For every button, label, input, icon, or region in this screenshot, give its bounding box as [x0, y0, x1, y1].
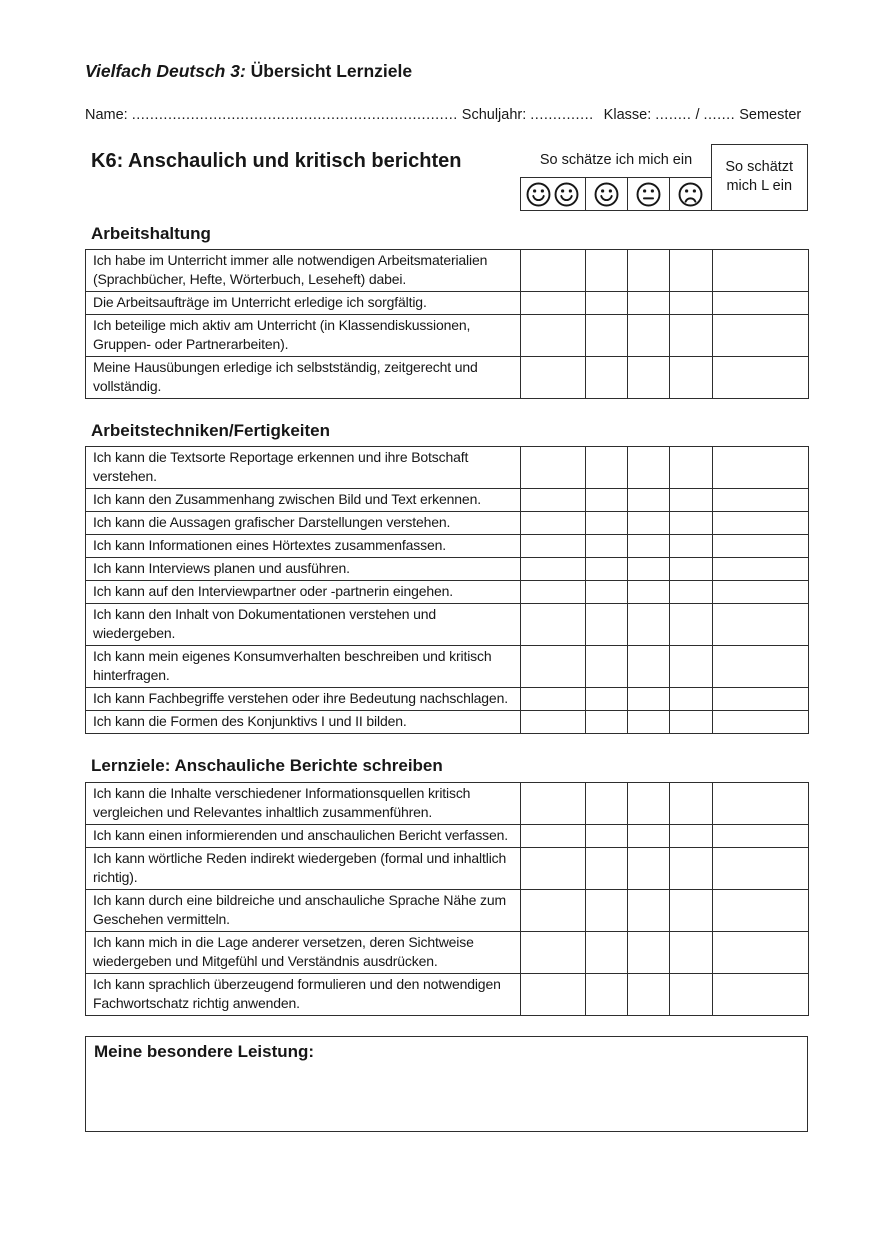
criterion-row [86, 489, 809, 512]
self-rating-cell[interactable] [628, 558, 670, 581]
criteria-table [85, 782, 809, 1016]
assessment-legend [520, 144, 808, 211]
self-rating-cell[interactable] [628, 489, 670, 512]
criterion-text: Ich kann wörtliche Reden indirekt wiedergeben (formal und inhaltlich richtig). [86, 847, 521, 889]
self-rating-cell[interactable] [521, 889, 586, 931]
teacher-rating-cell[interactable] [713, 250, 809, 292]
self-rating-cell[interactable] [628, 315, 670, 357]
self-rating-cell[interactable] [628, 250, 670, 292]
name-field[interactable]: ........................................................................ [131, 106, 458, 123]
smiley-rating-scale [520, 177, 712, 211]
criterion-text: Ich kann die Inhalte verschiedener Informationsquellen kritisch vergleichen und Relevantes inhaltlich zusammenführen. [86, 782, 521, 824]
criterion-row [86, 292, 809, 315]
teacher-rating-cell[interactable] [713, 581, 809, 604]
criteria-table [85, 446, 809, 734]
teacher-rating-cell[interactable] [713, 688, 809, 711]
criterion-text: Meine Hausübungen erledige ich selbstständig, zeitgerecht und vollständig. [86, 357, 521, 399]
criterion-text: Ich kann den Zusammenhang zwischen Bild und Text erkennen. [86, 489, 521, 512]
teacher-rating-cell[interactable] [713, 447, 809, 489]
semester-field[interactable]: ....... [703, 106, 736, 123]
criterion-text: Ich kann durch eine bildreiche und anschauliche Sprache Nähe zum Geschehen vermitteln. [86, 889, 521, 931]
self-rating-cell[interactable] [521, 931, 586, 973]
special-achievement-heading: Meine besondere Leistung: [94, 1041, 315, 1061]
criterion-text: Ich kann Interviews planen und ausführen. [86, 558, 521, 581]
criterion-text: Ich kann mich in die Lage anderer versetzen, deren Sichtweise wiedergeben und Mitgefühl und Verständnis ausdrücken. [86, 931, 521, 973]
teacher-rating-cell[interactable] [713, 973, 809, 1015]
teacher-rating-cell[interactable] [713, 357, 809, 399]
self-rating-cell[interactable] [521, 646, 586, 688]
self-rating-cell[interactable] [521, 711, 586, 734]
teacher-rating-cell[interactable] [713, 604, 809, 646]
section [85, 755, 808, 1015]
self-rating-cell[interactable] [628, 447, 670, 489]
self-rating-cell[interactable] [586, 489, 628, 512]
self-rating-cell[interactable] [670, 489, 713, 512]
document-title [85, 0, 808, 83]
schuljahr-field[interactable]: .............. [530, 106, 594, 123]
neutral-face-icon [627, 178, 669, 210]
criterion-text: Ich kann die Formen des Konjunktivs I und II bilden. [86, 711, 521, 734]
document-series-title: Vielfach Deutsch 3: [85, 61, 246, 81]
self-rating-cell[interactable] [521, 782, 586, 824]
criterion-row [86, 782, 809, 824]
self-rating-cell[interactable] [521, 250, 586, 292]
self-rating-cell[interactable] [521, 581, 586, 604]
criterion-text: Ich kann den Inhalt von Dokumentationen verstehen und wiedergeben. [86, 604, 521, 646]
self-rating-cell[interactable] [628, 711, 670, 734]
self-rating-cell[interactable] [521, 604, 586, 646]
self-rating-cell[interactable] [521, 357, 586, 399]
criterion-row [86, 357, 809, 399]
self-rating-cell[interactable] [586, 646, 628, 688]
criterion-text: Ich kann Informationen eines Hörtextes zusammenfassen. [86, 535, 521, 558]
self-rating-cell[interactable] [586, 931, 628, 973]
criterion-row [86, 847, 809, 889]
teacher-rating-cell[interactable] [713, 315, 809, 357]
criterion-row [86, 973, 809, 1015]
section-heading: Arbeitshaltung [91, 223, 211, 243]
criterion-row [86, 315, 809, 357]
teacher-rating-cell[interactable] [713, 489, 809, 512]
self-rating-cell[interactable] [521, 315, 586, 357]
self-rating-cell[interactable] [586, 535, 628, 558]
self-rating-cell[interactable] [670, 931, 713, 973]
self-rating-cell[interactable] [521, 558, 586, 581]
self-rating-cell[interactable] [670, 782, 713, 824]
teacher-assessment-label-line1: So schätzt [725, 159, 794, 176]
criterion-row [86, 931, 809, 973]
teacher-rating-cell[interactable] [713, 558, 809, 581]
double-happy-face-icon [521, 178, 585, 210]
self-rating-cell[interactable] [670, 847, 713, 889]
criterion-row [86, 889, 809, 931]
self-rating-cell[interactable] [521, 512, 586, 535]
criterion-text: Ich kann die Textsorte Reportage erkennen und ihre Botschaft verstehen. [86, 447, 521, 489]
self-rating-cell[interactable] [670, 558, 713, 581]
criterion-row [86, 535, 809, 558]
self-rating-cell[interactable] [670, 581, 713, 604]
criteria-table [85, 249, 809, 399]
self-rating-cell[interactable] [521, 292, 586, 315]
criterion-text: Ich kann auf den Interviewpartner oder -partnerin eingehen. [86, 581, 521, 604]
self-rating-cell[interactable] [628, 292, 670, 315]
self-rating-cell[interactable] [586, 973, 628, 1015]
self-rating-cell[interactable] [586, 604, 628, 646]
self-rating-cell[interactable] [586, 447, 628, 489]
self-rating-cell[interactable] [586, 581, 628, 604]
self-rating-cell[interactable] [586, 512, 628, 535]
self-rating-cell[interactable] [628, 604, 670, 646]
self-rating-cell[interactable] [586, 558, 628, 581]
teacher-rating-cell[interactable] [713, 646, 809, 688]
unit-header-row [85, 144, 808, 211]
schuljahr-label: Schuljahr: [461, 106, 527, 123]
special-achievement-box[interactable] [85, 1036, 808, 1132]
section [85, 223, 808, 399]
criterion-row [86, 558, 809, 581]
self-rating-cell[interactable] [628, 581, 670, 604]
self-rating-cell[interactable] [670, 357, 713, 399]
self-rating-cell[interactable] [628, 646, 670, 688]
self-rating-cell[interactable] [628, 535, 670, 558]
unit-title: K6: Anschaulich und kritisch berichten [91, 149, 462, 172]
self-rating-cell[interactable] [628, 512, 670, 535]
criterion-text: Ich habe im Unterricht immer alle notwendigen Arbeitsmaterialien (Sprachbücher, Hefte, Wörterbuch, Leseheft) dabei. [86, 250, 521, 292]
klasse-label: Klasse: [603, 106, 652, 123]
self-rating-cell[interactable] [670, 512, 713, 535]
self-rating-cell[interactable] [586, 315, 628, 357]
semester-label: Semester [739, 106, 802, 123]
self-rating-cell[interactable] [586, 847, 628, 889]
klasse-semester-slash: / [695, 106, 700, 123]
self-rating-cell[interactable] [670, 250, 713, 292]
section [85, 420, 808, 734]
name-label: Name: [85, 106, 128, 123]
self-rating-cell[interactable] [628, 782, 670, 824]
criterion-row [86, 824, 809, 847]
self-rating-cell[interactable] [521, 535, 586, 558]
teacher-rating-cell[interactable] [713, 782, 809, 824]
teacher-rating-cell[interactable] [713, 535, 809, 558]
teacher-assessment-header [711, 144, 809, 211]
criterion-text: Ich kann die Aussagen grafischer Darstellungen verstehen. [86, 512, 521, 535]
criterion-row [86, 688, 809, 711]
self-rating-cell[interactable] [628, 688, 670, 711]
self-rating-cell[interactable] [521, 489, 586, 512]
self-rating-cell[interactable] [628, 931, 670, 973]
self-rating-cell[interactable] [586, 782, 628, 824]
teacher-rating-cell[interactable] [713, 512, 809, 535]
self-rating-cell[interactable] [586, 292, 628, 315]
criterion-row [86, 512, 809, 535]
self-rating-cell[interactable] [521, 688, 586, 711]
self-rating-cell[interactable] [628, 973, 670, 1015]
teacher-rating-cell[interactable] [713, 931, 809, 973]
criterion-row [86, 604, 809, 646]
criterion-text: Ich kann einen informierenden und anschaulichen Bericht verfassen. [86, 824, 521, 847]
document-subtitle: Übersicht Lernziele [245, 61, 413, 81]
student-info-line [85, 106, 808, 124]
self-rating-cell[interactable] [670, 824, 713, 847]
self-rating-cell[interactable] [670, 711, 713, 734]
section-heading: Lernziele: Anschauliche Berichte schreiben [91, 756, 443, 776]
self-rating-cell[interactable] [628, 889, 670, 931]
self-rating-cell[interactable] [670, 889, 713, 931]
teacher-rating-cell[interactable] [713, 711, 809, 734]
self-rating-cell[interactable] [521, 824, 586, 847]
self-rating-cell[interactable] [586, 824, 628, 847]
self-rating-cell[interactable] [521, 973, 586, 1015]
self-rating-cell[interactable] [586, 711, 628, 734]
self-rating-cell[interactable] [670, 604, 713, 646]
sections-container [85, 223, 808, 1016]
criterion-text: Ich kann mein eigenes Konsumverhalten beschreiben und kritisch hinterfragen. [86, 646, 521, 688]
self-rating-cell[interactable] [521, 847, 586, 889]
criterion-row [86, 250, 809, 292]
criterion-text: Die Arbeitsaufträge im Unterricht erledige ich sorgfältig. [86, 292, 521, 315]
teacher-rating-cell[interactable] [713, 292, 809, 315]
criterion-row [86, 581, 809, 604]
self-rating-cell[interactable] [670, 688, 713, 711]
teacher-rating-cell[interactable] [713, 889, 809, 931]
self-rating-cell[interactable] [628, 847, 670, 889]
criterion-text: Ich beteilige mich aktiv am Unterricht (in Klassendiskussionen, Gruppen- oder Partnerarbeiten). [86, 315, 521, 357]
section-heading: Arbeitstechniken/Fertigkeiten [91, 421, 331, 441]
sad-face-icon [669, 178, 712, 210]
self-rating-cell[interactable] [586, 357, 628, 399]
self-rating-cell[interactable] [586, 250, 628, 292]
criterion-text: Ich kann Fachbegriffe verstehen oder ihre Bedeutung nachschlagen. [86, 688, 521, 711]
self-rating-cell[interactable] [670, 292, 713, 315]
criterion-row [86, 711, 809, 734]
criterion-row [86, 646, 809, 688]
self-rating-cell[interactable] [521, 447, 586, 489]
teacher-assessment-label-line2: mich L ein [726, 178, 793, 195]
self-rating-cell[interactable] [586, 688, 628, 711]
teacher-rating-cell[interactable] [713, 824, 809, 847]
klasse-field[interactable]: ........ [655, 106, 692, 123]
self-rating-cell[interactable] [670, 535, 713, 558]
self-rating-cell[interactable] [628, 357, 670, 399]
self-rating-cell[interactable] [586, 889, 628, 931]
teacher-rating-cell[interactable] [713, 847, 809, 889]
self-rating-cell[interactable] [670, 646, 713, 688]
criterion-row [86, 447, 809, 489]
happy-face-icon [585, 178, 627, 210]
self-rating-cell[interactable] [670, 973, 713, 1015]
criterion-text: Ich kann sprachlich überzeugend formulieren und den notwendigen Fachwortschatz richtig anwenden. [86, 973, 521, 1015]
self-assessment-label: So schätze ich mich ein [539, 152, 693, 169]
self-rating-cell[interactable] [670, 447, 713, 489]
self-rating-cell[interactable] [670, 315, 713, 357]
self-rating-cell[interactable] [628, 824, 670, 847]
